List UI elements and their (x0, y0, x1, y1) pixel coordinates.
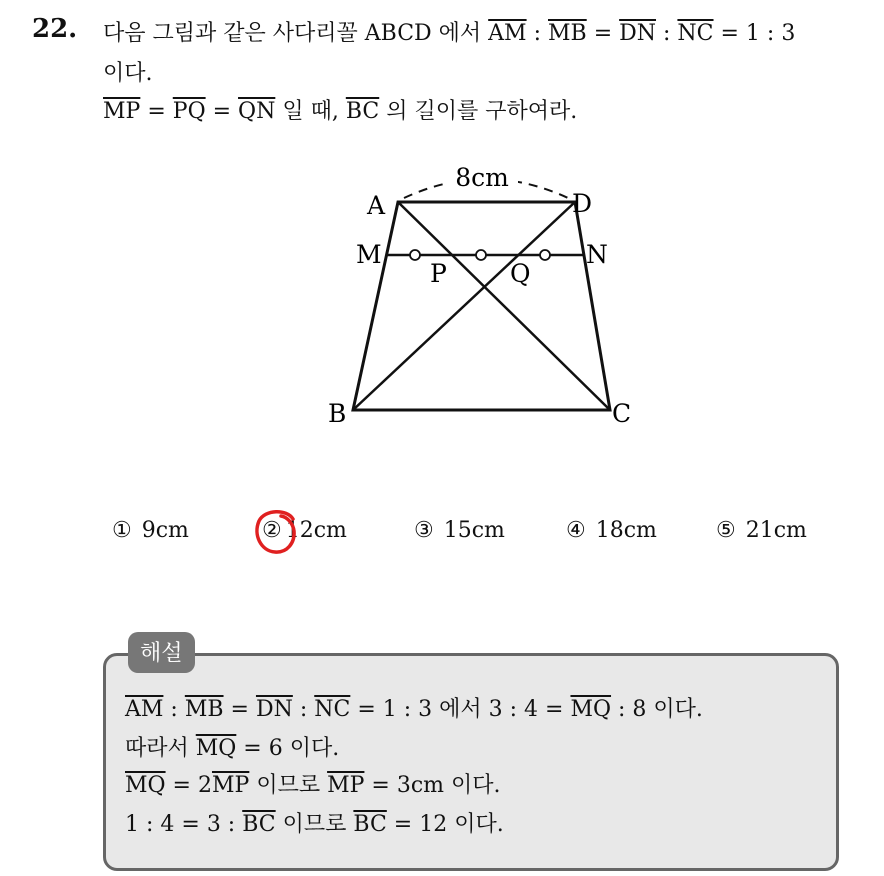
question-line-2 (103, 56, 153, 87)
diagonal-bd (353, 202, 575, 410)
text-segment: : (656, 21, 678, 46)
choice-1[interactable] (112, 518, 189, 543)
overlined-segment: $\overline{QN}$ (238, 99, 276, 124)
question-line-3 (103, 94, 577, 125)
question-number: 22. (32, 14, 78, 44)
question-line-1 (103, 16, 795, 47)
choice-value: 12cm (285, 518, 347, 543)
choice-mark: ④ (566, 518, 586, 543)
overlined-segment: $\overline{AM}$ (488, 21, 527, 46)
choice-mark: ② (262, 518, 282, 543)
trapezoid-outline (353, 202, 610, 410)
solution-box (103, 653, 839, 871)
choice-mark: ① (112, 518, 132, 543)
text-segment: : (526, 21, 548, 46)
tick-pq (476, 250, 486, 260)
label-b: B (328, 399, 347, 428)
overlined-segment: $\overline{DN}$ (255, 697, 293, 722)
choice-4[interactable] (566, 518, 657, 543)
text-segment: : 8 이다. (611, 697, 703, 722)
solution-line-1 (125, 692, 703, 723)
choice-mark: ③ (414, 518, 434, 543)
overlined-segment: $\overline{BC}$ (353, 812, 387, 837)
choice-3[interactable] (414, 518, 505, 543)
text-segment: = 1 : 3 (713, 21, 796, 46)
choice-value: 9cm (141, 518, 189, 543)
diagonal-ac (398, 202, 610, 410)
text-segment: = (140, 99, 173, 124)
text-segment: 이므로 (275, 812, 354, 837)
label-p: P (430, 259, 447, 288)
text-segment: 일 때, (275, 99, 346, 124)
text-segment: 1 : 4 = 3 : (125, 812, 243, 837)
text-segment: = 6 이다. (236, 736, 340, 761)
text-segment: = (223, 697, 256, 722)
label-c: C (612, 399, 632, 428)
choice-value: 21cm (745, 518, 807, 543)
overlined-segment: $\overline{DN}$ (619, 21, 657, 46)
label-a: A (367, 191, 386, 220)
text-segment: = (205, 99, 239, 124)
answer-circle-mark (253, 507, 299, 557)
overlined-segment: $\overline{MQ}$ (195, 736, 237, 761)
overlined-segment: $\overline{AM}$ (125, 697, 164, 722)
overlined-segment: $\overline{MQ}$ (125, 773, 166, 798)
overlined-segment: $\overline{MP}$ (103, 99, 141, 124)
text-segment: 이므로 (249, 773, 328, 798)
text-segment: = 3cm 이다. (364, 773, 501, 798)
solution-title: 해설 (128, 632, 195, 673)
label-q: Q (510, 259, 531, 288)
solution-line-2 (125, 731, 339, 762)
choice-value: 15cm (443, 518, 505, 543)
tick-qn (540, 250, 550, 260)
overlined-segment: $\overline{BC}$ (242, 812, 276, 837)
overlined-segment: $\overline{MB}$ (548, 21, 587, 46)
tick-mp (410, 250, 420, 260)
overlined-segment: $\overline{MQ}$ (570, 697, 612, 722)
overlined-segment: $\overline{BC}$ (345, 99, 380, 124)
text-segment: 의 길이를 구하여라. (379, 99, 578, 124)
choice-5[interactable] (716, 518, 807, 543)
text-segment: = 2 (165, 773, 212, 798)
choice-value: 18cm (595, 518, 657, 543)
solution-line-4 (125, 807, 504, 838)
text-segment: 따라서 (125, 736, 196, 761)
text-segment: : (292, 697, 315, 722)
text-segment: 이다. (103, 61, 153, 86)
overlined-segment: $\overline{PQ}$ (172, 99, 206, 124)
text-segment: = (586, 21, 620, 46)
overlined-segment: $\overline{MP}$ (327, 773, 365, 798)
label-m: M (356, 240, 382, 269)
solution-line-3 (125, 768, 501, 799)
dimension-label: 8cm (455, 163, 509, 192)
text-segment: 다음 그림과 같은 사다리꼴 ABCD 에서 (103, 21, 489, 46)
text-segment: = 12 이다. (386, 812, 504, 837)
trapezoid-figure (320, 158, 660, 438)
label-d: D (572, 189, 593, 218)
overlined-segment: $\overline{NC}$ (314, 697, 351, 722)
label-n: N (586, 240, 608, 269)
overlined-segment: $\overline{MP}$ (211, 773, 250, 798)
choice-mark: ⑤ (716, 518, 736, 543)
text-segment: : (163, 697, 185, 722)
text-segment: = 1 : 3 에서 3 : 4 = (350, 697, 571, 722)
overlined-segment: $\overline{NC}$ (677, 21, 714, 46)
overlined-segment: $\overline{MB}$ (184, 697, 224, 722)
